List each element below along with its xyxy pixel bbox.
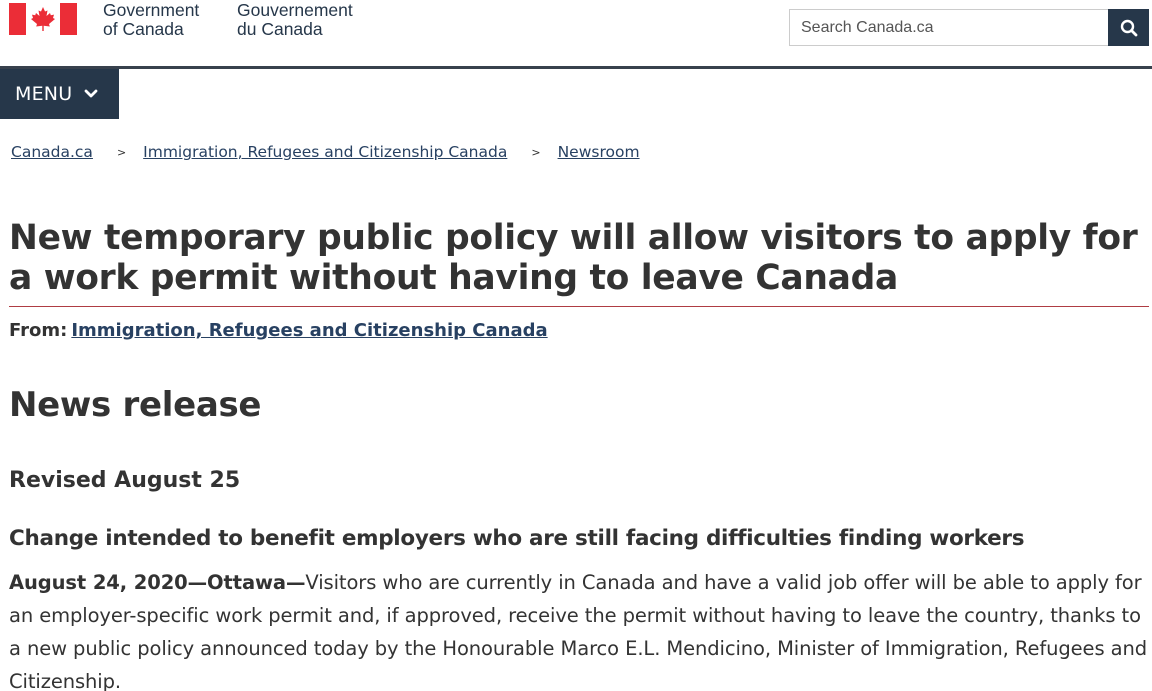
signature-english[interactable] [103,1,199,39]
signature-en-line2: of Canada [103,19,184,39]
breadcrumb-link-canada[interactable]: Canada.ca [11,143,93,161]
page-title: New temporary public policy will allow visitors to apply for a work permit without having to leave Canada [9,218,1138,298]
paragraph-text: Visitors who are currently in Canada and have a valid job offer will be able to apply for an employer-specific work permit and, if approved, receive the permit without having to leave the country, thanks to a new public policy announced today by the Honourable Marco E.L. Mendicino, Minister of Immigration, Refugees and Citizenship. [9,571,1147,691]
search-input[interactable] [789,9,1108,46]
article-paragraph [9,566,1149,691]
signature-fr-line1: Gouvernement [237,0,353,20]
content-type-heading: News release [9,385,262,425]
breadcrumb-link-newsroom[interactable]: Newsroom [557,143,640,161]
breadcrumb [11,143,640,161]
from-department-link[interactable]: Immigration, Refugees and Citizenship Canada [71,320,548,341]
signature-fr-line2: du Canada [237,19,323,39]
breadcrumb-separator: > [116,145,127,159]
search-icon [1120,19,1138,37]
breadcrumb-link-ircc[interactable]: Immigration, Refugees and Citizenship Canada [143,143,508,161]
menu-label: MENU [15,83,73,105]
canada-flag-icon[interactable] [9,3,77,35]
article-subheading: Change intended to benefit employers who are still facing difficulties finding workers [9,526,1025,551]
from-label: From: [9,320,68,341]
header-divider [0,66,1152,69]
signature-en-line1: Government [103,0,200,20]
from-line [9,320,548,341]
site-header [0,0,1152,66]
title-underline [9,306,1149,307]
breadcrumb-separator: > [531,145,541,159]
menu-button[interactable] [0,69,119,119]
search-button[interactable] [1108,9,1149,46]
search-form [789,9,1149,46]
revised-notice: Revised August 25 [9,468,241,493]
chevron-down-icon [84,89,98,99]
signature-french[interactable] [237,1,353,39]
dateline: August 24, 2020—Ottawa— [9,571,306,594]
